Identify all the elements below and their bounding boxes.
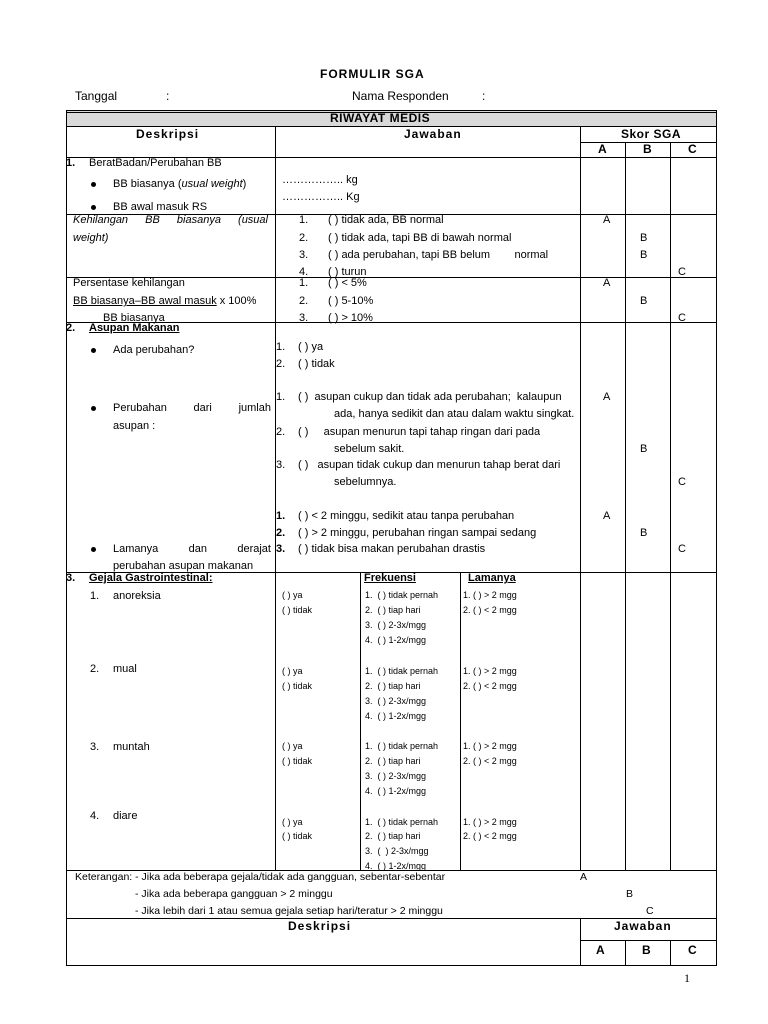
score-a: A — [603, 510, 611, 522]
s1-number: 1. — [66, 157, 76, 169]
duration-option[interactable]: 2. ( ) < 2 mgg — [463, 681, 517, 691]
lamanya-opt1-num: 1. — [276, 510, 286, 522]
lamanya-header: Lamanya — [468, 572, 516, 584]
persen-opt3-num: 3. — [299, 312, 309, 324]
section-title: RIWAYAT MEDIS — [330, 111, 431, 125]
symptom-num: 4. — [90, 810, 100, 822]
bullet-icon — [91, 406, 96, 411]
ada-perubahan-label: Ada perubahan? — [113, 344, 195, 356]
perubahan-label: Perubahan dari jumlah — [113, 402, 271, 414]
duration-option[interactable]: 1. ( ) > 2 mgg — [463, 741, 517, 751]
duration-option[interactable]: 2. ( ) < 2 mgg — [463, 831, 517, 841]
tanggal-label: Tanggal — [75, 89, 118, 103]
kehilangan-opt4-num: 4. — [299, 266, 309, 278]
duration-option[interactable]: 1. ( ) > 2 mgg — [463, 817, 517, 827]
freq-option[interactable]: 3. ( ) 2-3x/mgg — [365, 846, 429, 856]
asupan-opt2[interactable]: ( ) asupan menurun tapi tahap ringan dari pada — [298, 426, 541, 438]
score-c: C — [678, 266, 686, 278]
col-skor-sga: Skor SGA — [621, 127, 682, 141]
s2-title: Asupan Makanan — [89, 322, 180, 334]
page-number: 1 — [684, 971, 690, 985]
bottom-col-b: B — [642, 943, 651, 957]
freq-option[interactable]: 2. ( ) tiap hari — [365, 831, 421, 841]
kehilangan-opt4[interactable]: ( ) turun — [328, 266, 367, 278]
duration-option[interactable]: 2. ( ) < 2 mgg — [463, 605, 517, 615]
kehilangan-opt2-num: 2. — [299, 232, 309, 244]
s3-title: Gejala Gastrointestinal: — [89, 572, 213, 584]
bottom-col-a: A — [596, 943, 605, 957]
freq-option[interactable]: 2. ( ) tiap hari — [365, 681, 421, 691]
duration-option[interactable]: 2. ( ) < 2 mgg — [463, 756, 517, 766]
kehilangan-opt2[interactable]: ( ) tidak ada, tapi BB di bawah normal — [328, 232, 512, 244]
asupan-opt1-cont: ada, hanya sedikit dan atau dalam waktu singkat. — [334, 408, 575, 420]
score-c: C — [678, 312, 686, 324]
freq-option[interactable]: 1. ( ) tidak pernah — [365, 741, 439, 751]
freq-option[interactable]: 1. ( ) tidak pernah — [365, 590, 439, 600]
freq-option[interactable]: 4. ( ) 1-2x/mgg — [365, 635, 427, 645]
asupan-opt2-num: 2. — [276, 426, 286, 438]
keterangan-score-b: B — [626, 888, 634, 900]
freq-option[interactable]: 4. ( ) 1-2x/mgg — [365, 711, 427, 721]
persentase-denominator: BB biasanya — [103, 312, 165, 324]
kehilangan-label: Kehilangan BB biasanya (usual — [73, 214, 268, 226]
s1-title: BeratBadan/Perubahan BB — [89, 157, 222, 169]
freq-option[interactable]: 3. ( ) 2-3x/mgg — [365, 771, 427, 781]
lamanya-opt3[interactable]: ( ) tidak bisa makan perubahan drastis — [298, 543, 486, 555]
ya-option[interactable]: ( ) ya — [282, 666, 303, 676]
bb-awal-field[interactable]: …………….. Kg — [282, 191, 360, 203]
score-c: C — [678, 476, 686, 488]
persen-opt2[interactable]: ( ) 5-10% — [328, 295, 374, 307]
lamanya-opt2-num: 2. — [276, 527, 286, 539]
keterangan-score-c: C — [646, 905, 654, 917]
tanggal-colon: : — [166, 89, 170, 103]
persentase-formula: BB biasanya–BB awal masuk x 100% — [73, 295, 257, 307]
symptom-mual: mual — [113, 663, 137, 675]
keterangan-line-1: Keterangan: - Jika ada beberapa gejala/tidak ada gangguan, sebentar-sebentar — [75, 871, 446, 883]
ya-option[interactable]: ( ) ya — [282, 590, 303, 600]
bullet-icon — [91, 182, 96, 187]
score-a: A — [603, 391, 611, 403]
tidak-option[interactable]: ( ) tidak — [282, 681, 313, 691]
freq-option[interactable]: 4. ( ) 1-2x/mgg — [365, 861, 427, 871]
asupan-opt2-cont: sebelum sakit. — [334, 443, 405, 455]
duration-option[interactable]: 1. ( ) > 2 mgg — [463, 666, 517, 676]
kehilangan-opt1[interactable]: ( ) tidak ada, BB normal — [328, 214, 444, 226]
col-a: A — [598, 142, 607, 156]
freq-option[interactable]: 2. ( ) tiap hari — [365, 605, 421, 615]
asupan-opt3-cont: sebelumnya. — [334, 476, 397, 488]
lamanya-opt2[interactable]: ( ) > 2 minggu, perubahan ringan sampai sedang — [298, 527, 537, 539]
bullet-icon — [91, 547, 96, 552]
col-b: B — [643, 142, 652, 156]
freq-option[interactable]: 1. ( ) tidak pernah — [365, 666, 439, 676]
page-title: FORMULIR SGA — [320, 67, 425, 81]
score-b: B — [640, 443, 648, 455]
duration-option[interactable]: 1. ( ) > 2 mgg — [463, 590, 517, 600]
score-b: B — [640, 232, 648, 244]
bottom-col-deskripsi: Deskripsi — [288, 919, 352, 933]
symptom-muntah: muntah — [113, 741, 150, 753]
bottom-col-jawaban: Jawaban — [614, 919, 672, 933]
bottom-col-c: C — [688, 943, 697, 957]
kehilangan-opt3-num: 3. — [299, 249, 309, 261]
score-a: A — [603, 214, 611, 226]
freq-option[interactable]: 2. ( ) tiap hari — [365, 756, 421, 766]
frekuensi-header: Frekuensi — [364, 572, 416, 584]
freq-option[interactable]: 4. ( ) 1-2x/mgg — [365, 786, 427, 796]
bb-awal-label: BB awal masuk RS — [113, 201, 208, 213]
tidak-num: 2. — [276, 358, 286, 370]
tidak-option[interactable]: ( ) tidak — [282, 831, 313, 841]
tidak-option[interactable]: ( ) tidak — [298, 358, 335, 370]
asupan-opt1-num: 1. — [276, 391, 286, 403]
keterangan-line-3: - Jika lebih dari 1 atau semua gejala setiap hari/teratur > 2 minggu — [135, 905, 443, 917]
bullet-icon — [91, 205, 96, 210]
lamanya-label: Lamanya dan derajat — [113, 543, 271, 555]
bullet-icon — [91, 348, 96, 353]
keterangan-line-2: - Jika ada beberapa gangguan > 2 minggu — [135, 888, 333, 900]
kehilangan-opt1-num: 1. — [299, 214, 309, 226]
col-deskripsi: Deskripsi — [136, 127, 200, 141]
s3-number: 3. — [66, 572, 76, 584]
score-b: B — [640, 295, 648, 307]
symptom-diare: diare — [113, 810, 138, 822]
symptom-num: 3. — [90, 741, 100, 753]
lamanya-opt3-num: 3. — [276, 543, 286, 555]
score-b: B — [640, 249, 648, 261]
responden-colon: : — [482, 89, 486, 103]
persen-opt2-num: 2. — [299, 295, 309, 307]
freq-option[interactable]: 1. ( ) tidak pernah — [365, 817, 439, 827]
responden-label: Nama Responden — [352, 89, 449, 103]
asupan-opt3[interactable]: ( ) asupan tidak cukup dan menurun tahap berat dari — [298, 459, 561, 471]
persen-opt1[interactable]: ( ) < 5% — [328, 277, 367, 289]
ya-option[interactable]: ( ) ya — [298, 341, 324, 353]
tidak-option[interactable]: ( ) tidak — [282, 756, 313, 766]
persen-opt1-num: 1. — [299, 277, 309, 289]
s2-number: 2. — [66, 322, 76, 334]
asupan-opt1[interactable]: ( ) asupan cukup dan tidak ada perubahan; kalaupun — [298, 391, 562, 403]
perubahan-label-2: asupan : — [113, 420, 156, 432]
bb-biasanya-field[interactable]: …………….. kg — [282, 174, 358, 186]
symptom-anoreksia: anoreksia — [113, 590, 161, 602]
ya-option[interactable]: ( ) ya — [282, 741, 303, 751]
score-a: A — [603, 277, 611, 289]
symptom-num: 2. — [90, 663, 100, 675]
col-c: C — [688, 142, 697, 156]
tidak-option[interactable]: ( ) tidak — [282, 605, 313, 615]
keterangan-score-a: A — [580, 871, 588, 883]
freq-option[interactable]: 3. ( ) 2-3x/mgg — [365, 696, 427, 706]
lamanya-label-2: perubahan asupan makanan — [113, 560, 254, 572]
bb-biasanya-label: BB biasanya (usual weight) — [113, 178, 247, 190]
symptom-num: 1. — [90, 590, 100, 602]
lamanya-opt1[interactable]: ( ) < 2 minggu, sedikit atau tanpa perubahan — [298, 510, 515, 522]
col-jawaban: Jawaban — [404, 127, 462, 141]
ya-option[interactable]: ( ) ya — [282, 817, 303, 827]
freq-option[interactable]: 3. ( ) 2-3x/mgg — [365, 620, 427, 630]
asupan-opt3-num: 3. — [276, 459, 286, 471]
ya-num: 1. — [276, 341, 286, 353]
kehilangan-label-2: weight) — [73, 232, 109, 244]
score-b: B — [640, 527, 648, 539]
persentase-label: Persentase kehilangan — [73, 277, 185, 289]
kehilangan-opt3[interactable]: ( ) ada perubahan, tapi BB belum normal — [328, 249, 549, 261]
score-c: C — [678, 543, 686, 555]
persen-opt3[interactable]: ( ) > 10% — [328, 312, 373, 324]
